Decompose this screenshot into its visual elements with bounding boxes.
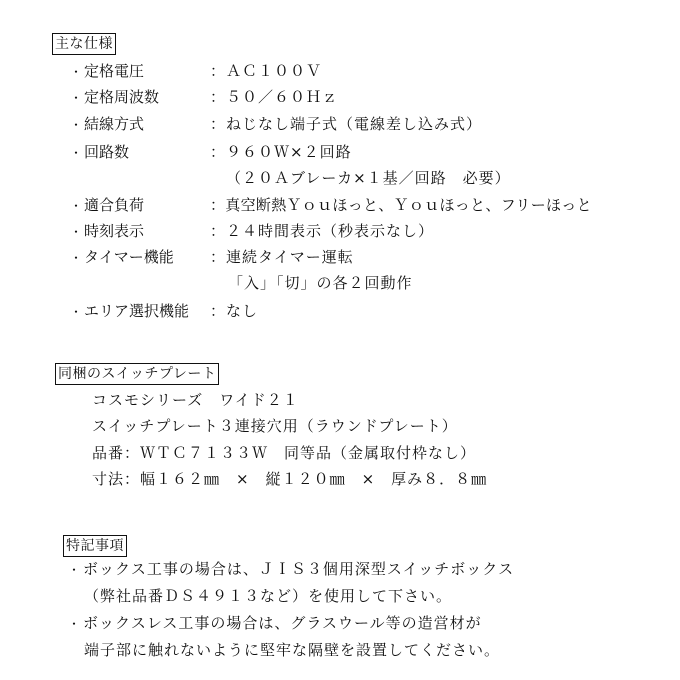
plate-line-type: スイッチプレート３連接穴用（ラウンドプレート） <box>92 417 458 435</box>
note-text: ボックス工事の場合は、ＪＩＳ３個用深型スイッチボックス <box>83 560 515 578</box>
specs-heading: 主な仕様 <box>52 33 116 55</box>
bullet-icon: ・ <box>70 91 83 105</box>
bullet-icon: ・ <box>70 199 83 213</box>
bullet-icon: ・ <box>70 146 83 160</box>
spec-value: ：ねじなし端子式（電線差し込み式） <box>210 115 483 133</box>
notes-heading: 特記事項 <box>63 535 127 557</box>
plate-line-dimensions: 寸法：幅１６２㎜ × 縦１２０㎜ × 厚み８．８㎜ <box>92 470 488 488</box>
plate-heading: 同梱のスイッチプレート <box>55 363 219 385</box>
note-text: ボックスレス工事の場合は、グラスウール等の造営材が <box>83 614 482 632</box>
bullet-icon: ・ <box>68 617 82 631</box>
spec-label: 時刻表示 <box>84 222 145 240</box>
note-line-box <box>68 558 514 581</box>
plate-line-part-number: 品番：ＷＴＣ７１３３Ｗ 同等品（金属取付枠なし） <box>92 444 477 462</box>
note-line-part: （弊社品番ＤＳ４９１３など）を使用して下さい。 <box>84 587 453 605</box>
note-line-partition: 端子部に触れないように堅牢な隔壁を設置してください。 <box>84 641 501 659</box>
spec-value: ：９６０Ｗ×２回路 <box>210 143 352 161</box>
spec-label: 結線方式 <box>84 115 145 133</box>
spec-label: 定格周波数 <box>84 88 160 106</box>
bullet-icon: ・ <box>68 563 82 577</box>
spec-value: ：２４時間表示（秒表示なし） <box>210 222 435 240</box>
spec-value: ：なし <box>210 302 259 320</box>
spec-value: ：真空断熱Ｙｏｕほっと、Ｙｏｕほっと、フリーほっと <box>210 196 592 214</box>
plate-line-series: コスモシリーズ ワイド２１ <box>92 391 299 409</box>
spec-value: ：ＡＣ１００Ｖ <box>210 62 323 80</box>
note-line-boxless <box>68 612 482 635</box>
spec-label: 適合負荷 <box>84 196 145 214</box>
bullet-icon: ・ <box>70 225 83 239</box>
bullet-icon: ・ <box>70 118 83 132</box>
bullet-icon: ・ <box>70 65 83 79</box>
spec-label: 回路数 <box>84 143 130 161</box>
spec-value: 「入」「切」の各２回動作 <box>228 274 413 292</box>
bullet-icon: ・ <box>70 251 83 265</box>
spec-label: エリア選択機能 <box>84 302 190 320</box>
spec-value: ：５０／６０Ｈｚ <box>210 88 339 106</box>
bullet-icon: ・ <box>70 305 83 319</box>
spec-value: （２０Ａブレーカ×１基／回路 必要） <box>226 169 511 187</box>
spec-label: 定格電圧 <box>84 62 145 80</box>
spec-label: タイマー機能 <box>84 248 174 266</box>
spec-value: ：連続タイマー運転 <box>210 248 354 266</box>
